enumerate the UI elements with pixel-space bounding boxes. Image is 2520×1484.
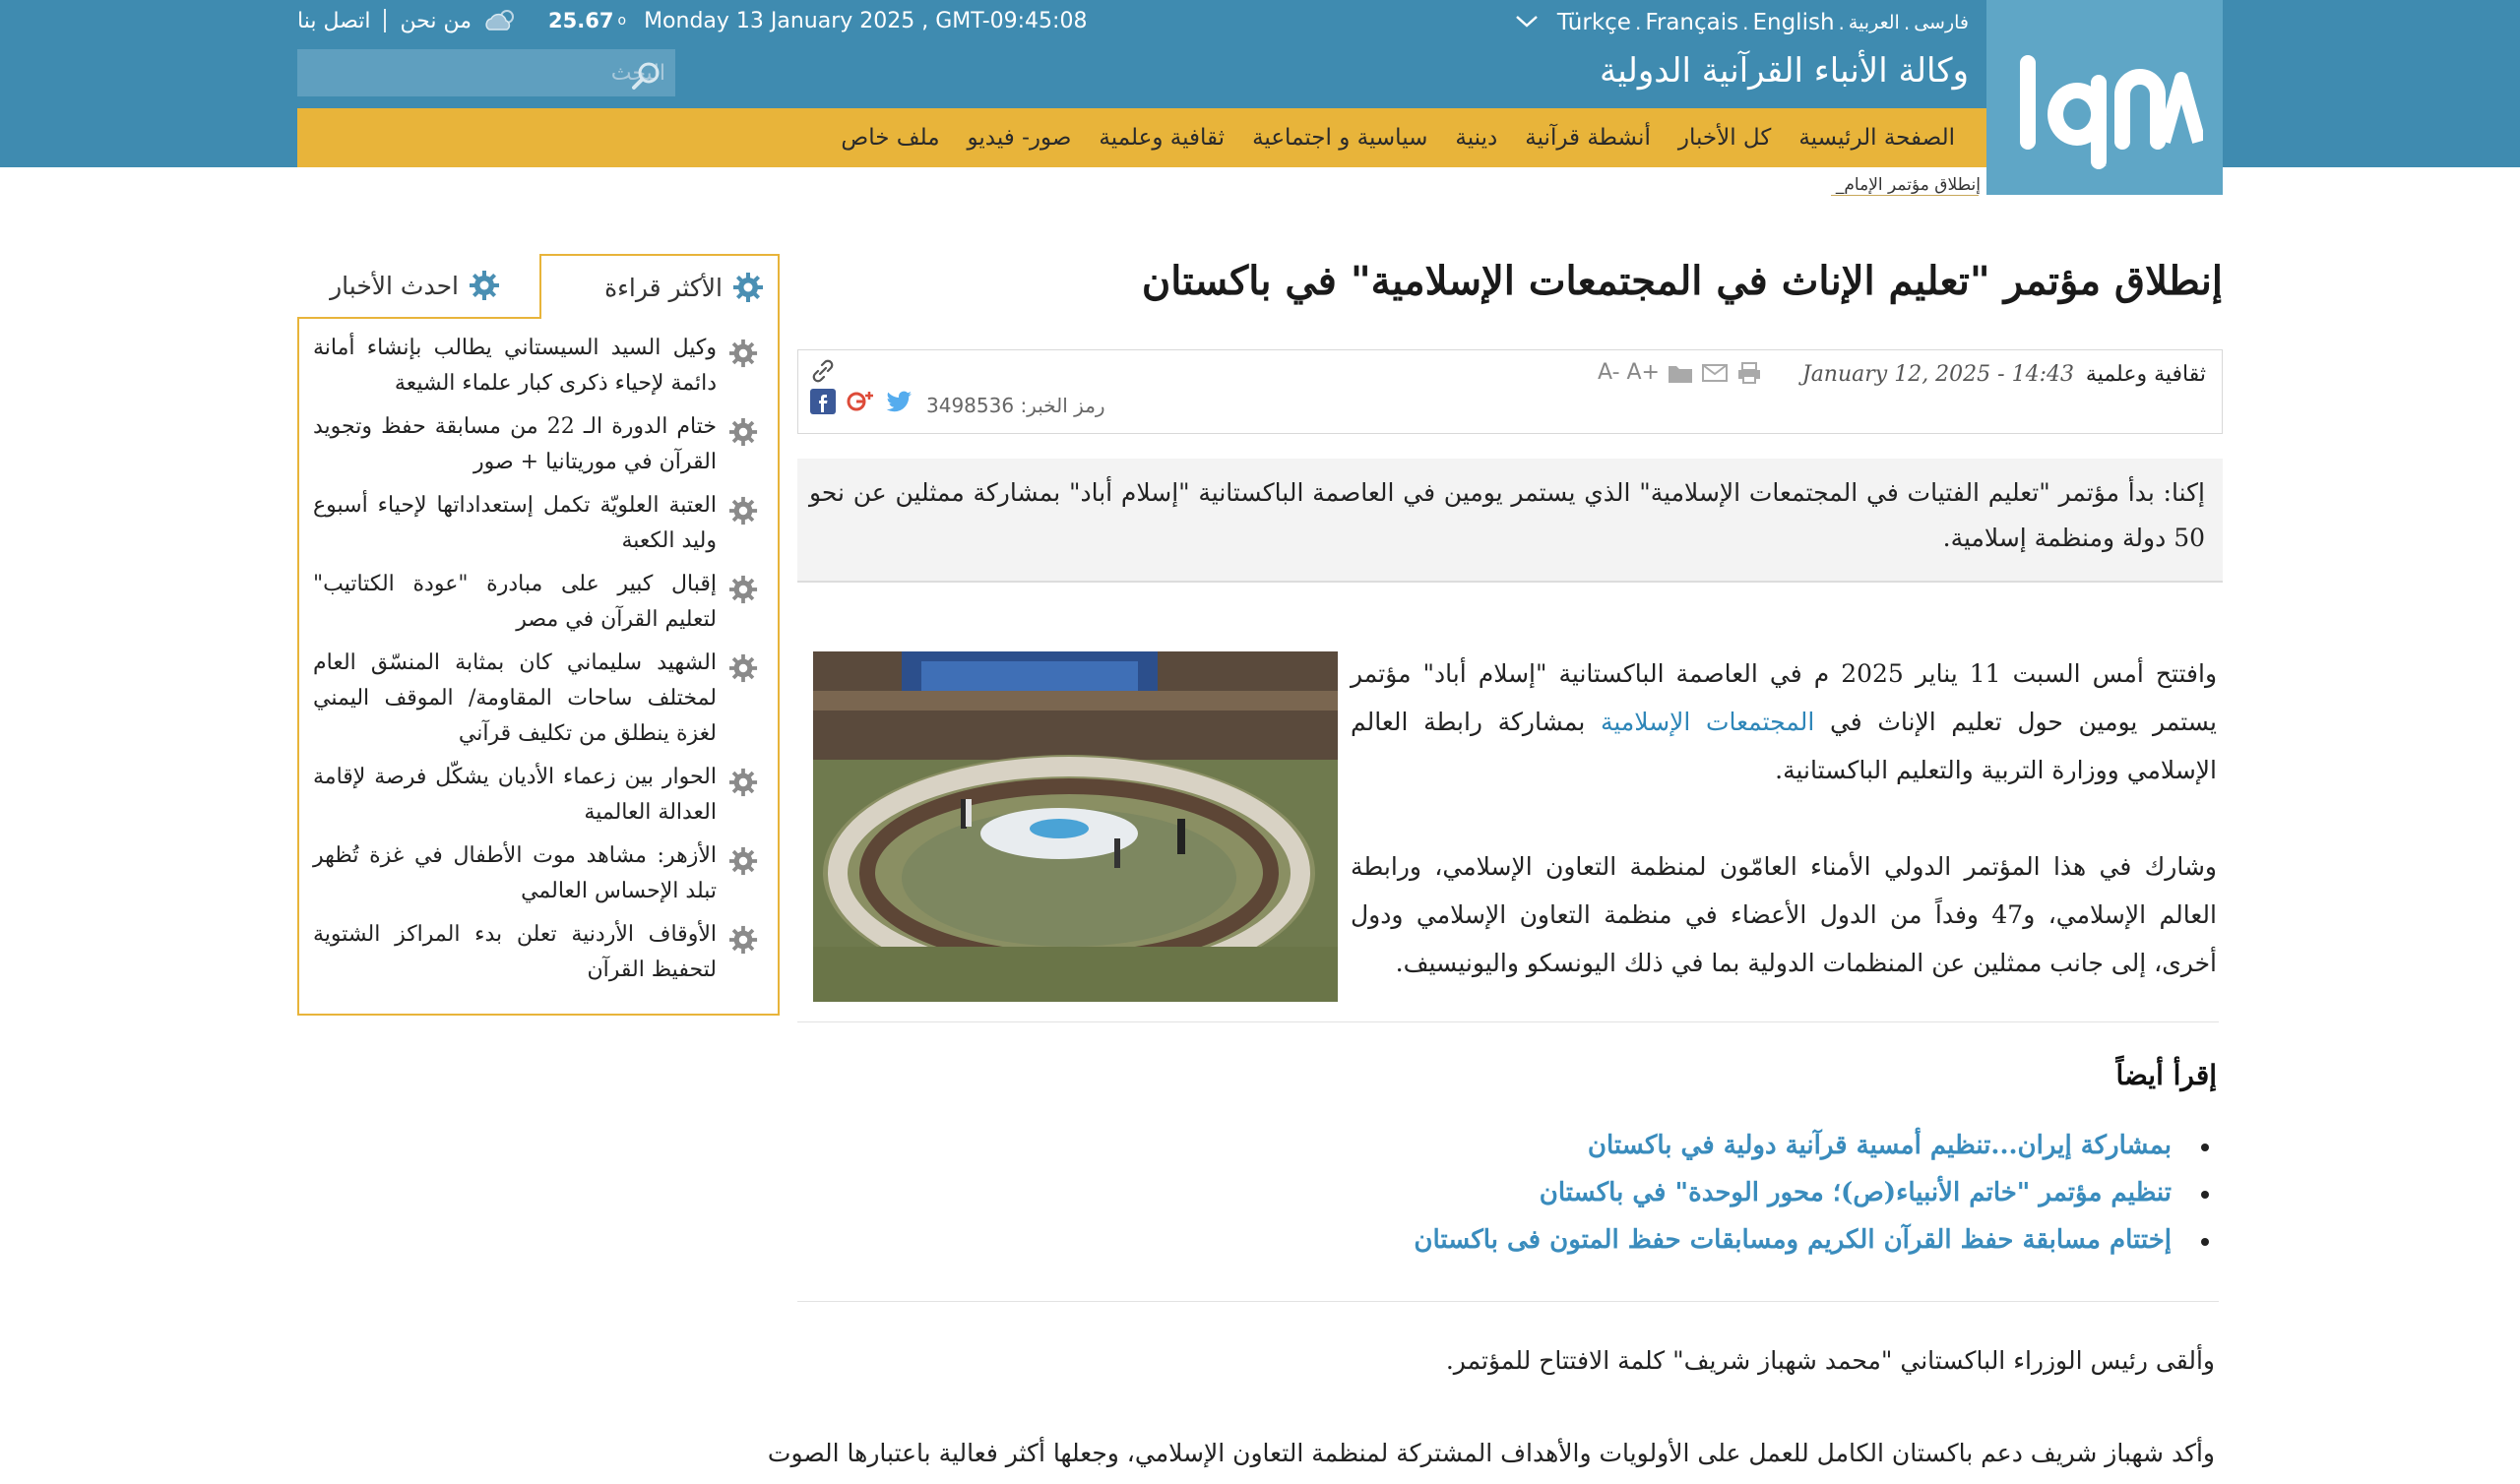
news-code-label: رمز الخبر: (1020, 394, 1105, 417)
article-date: January 12, 2025 - 14:43 (1801, 362, 2074, 387)
list-item (1181, 1216, 2209, 1264)
article-title: إنطلاق مؤتمر "تعليم الإناث في المجتمعات الإسلامية" في باكستان (1141, 258, 2223, 304)
most-read-item-title: ختام الدورة الـ 22 من مسابقة حفظ وتجويد القرآن في موريتانيا + صور (313, 414, 717, 474)
lang-arabic[interactable]: العربية (1848, 12, 1900, 33)
weather-cloud-icon (483, 8, 519, 33)
date-time: Monday 13 January 2025 , GMT-09:45:08 (644, 8, 1088, 33)
site-logo[interactable] (1986, 0, 2223, 195)
nav-home[interactable]: الصفحة الرئيسية (1798, 125, 1955, 151)
article-paragraph-2: وشارك في هذا المؤتمر الدولي الأمناء العامّون لمنظمة التعاون الإسلامي، ورابطة العالم الإسلامي، و47 وفداً من الدول الأعضاء في منظمة التعاون الإسلامي ودول أخرى، إلى جانب ممثلين عن المنظمات الدولية بما في ذلك اليونسكو واليونيسيف. (1351, 852, 2217, 977)
read-also-link[interactable]: بمشاركة إيران...تنظيم أمسية قرآنية دولية في باكستان (1587, 1131, 2172, 1160)
nav-all-news[interactable]: كل الأخبار (1677, 125, 1772, 151)
list-item (1181, 1122, 2209, 1169)
site-title[interactable]: وكالة الأنباء القرآنية الدولية (1600, 51, 1969, 91)
article-paragraph-3: وألقى رئيس الوزراء الباكستاني "محمد شهباز شريف" كلمة الافتتاح للمؤتمر. (1445, 1346, 2215, 1375)
nav-photo-video[interactable]: صور- فيديو (967, 125, 1072, 151)
bullet (2201, 1144, 2209, 1151)
temperature: 25.67 (548, 9, 614, 32)
list-item (1181, 1169, 2209, 1216)
article-photo[interactable] (813, 651, 1338, 1002)
bullet (2201, 1191, 2209, 1199)
main-nav (297, 108, 1986, 167)
nav-cultural-scientific[interactable]: ثقافية وعلمية (1099, 125, 1226, 151)
read-also-list (1181, 1122, 2209, 1264)
search-box (297, 49, 675, 96)
article-lead: إكنا: بدأ مؤتمر "تعليم الفتيات في المجتمعات الإسلامية" الذي يستمر يومين في العاصمة الباكستانية "إسلام أباد" بمشاركة ممثلين عن نحو 50 دولة ومنظمة إسلامية. (809, 478, 2205, 552)
paragraph-1-text-a: وافتتح أمس السبت 11 يناير 2025 م في العاصمة الباكستانية "إسلام أباد" مؤتمر يستمر يومين حول تعليم الإناث في (1351, 659, 2218, 736)
most-read-item-title: العتبة العلويّة تكمل إستعداداتها لإحياء أسبوع وليد الكعبة (313, 493, 717, 553)
breadcrumb-underline (1831, 195, 1979, 196)
conference-hall-image (813, 651, 1338, 1002)
facebook-icon[interactable] (810, 389, 836, 414)
lang-farsi[interactable]: فارسی (1914, 12, 1969, 33)
font-size-controls[interactable]: A- A+ (1598, 360, 1660, 385)
gear-icon (728, 496, 758, 526)
nav-quran-activities[interactable]: أنشطة قرآنية (1525, 125, 1651, 151)
article-tools (1598, 360, 1762, 385)
svg-text:iqna: iqna (2105, 166, 2108, 167)
article-paragraph-4: وأكد شهباز شريف دعم باكستان الكامل للعمل على الأولويات والأهداف المشتركة لمنظمة التعاون الإسلامي، وجعلها أكثر فعالية باعتبارها الصوت (767, 1439, 2215, 1467)
most-read-item-title: إقبال كبير على مبادرة "عودة الكتاتيب" لتعليم القرآن في مصر (313, 572, 717, 632)
print-icon[interactable] (1736, 361, 1762, 385)
article-paragraph-1 (1351, 649, 2217, 794)
gear-icon (728, 653, 758, 683)
gear-icon (732, 272, 764, 303)
list-item[interactable] (313, 488, 762, 567)
gear-icon (728, 925, 758, 955)
gear-icon (728, 575, 758, 604)
tag-link-islamic-communities[interactable]: المجتمعات الإسلامية (1600, 708, 1815, 736)
list-item[interactable] (313, 760, 762, 838)
divider (797, 1021, 2219, 1022)
most-read-item-title: الأزهر: مشاهد موت الأطفال في غزة تُظهر تبلد الإحساس العالمي (313, 843, 717, 903)
most-read-item-title: الأوقاف الأردنية تعلن بدء المراكز الشتوية لتحفيظ القرآن (313, 922, 717, 982)
list-item[interactable] (313, 917, 762, 996)
article-lead-box (797, 459, 2223, 583)
gear-icon (728, 417, 758, 447)
search-input[interactable] (356, 55, 665, 91)
paragraph-1-text-b: بمشاركة رابطة العالم الإسلامي ووزارة التربية والتعليم الباكستانية. (1351, 708, 2217, 784)
gear-icon (728, 768, 758, 797)
divider (797, 1301, 2219, 1302)
gear-icon (469, 270, 500, 301)
lang-english[interactable]: English (1752, 10, 1835, 35)
search-icon[interactable] (630, 59, 663, 93)
top-info-bar (297, 6, 1087, 35)
article-category[interactable]: ثقافية وعلمية (2085, 362, 2206, 387)
folder-icon[interactable] (1668, 362, 1693, 384)
nav-political-social[interactable]: سياسية و اجتماعية (1252, 125, 1428, 151)
divider (384, 9, 386, 32)
news-code (926, 394, 1105, 417)
iqna-logo-icon (2006, 24, 2203, 171)
nav-special-file[interactable]: ملف خاص (841, 125, 940, 151)
bullet (2201, 1238, 2209, 1246)
about-link[interactable]: من نحن (400, 8, 472, 33)
nav-religious[interactable]: دينية (1455, 125, 1498, 151)
sidebar-news-box (297, 317, 780, 1016)
gear-icon (728, 339, 758, 368)
list-item[interactable] (313, 838, 762, 917)
chevron-down-icon[interactable] (1514, 11, 1540, 35)
degree-symbol: o (617, 13, 627, 29)
read-also-link[interactable]: إختتام مسابقة حفظ القرآن الكريم ومسابقات حفظ المتون فی باكستان (1414, 1225, 2172, 1255)
most-read-item-title: الشهيد سليماني كان بمثابة المنسّق العام لمختلف ساحات المقاومة/ الموقف اليمني لغزة ينطلق من تكليف قرآني (313, 650, 717, 746)
language-selector: فارسی . العربية . English . Français . Türkçe (1526, 10, 1969, 35)
list-item[interactable] (313, 567, 762, 646)
most-read-item-title: الحوار بين زعماء الأديان يشكّل فرصة لإقامة العدالة العالمية (313, 765, 717, 825)
news-code-value: 3498536 (926, 394, 1015, 417)
read-also-link[interactable]: تنظيم مؤتمر "خاتم الأنبياء(ص)؛ محور الوحدة" في باكستان (1539, 1178, 2172, 1207)
share-buttons (810, 388, 913, 415)
link-icon[interactable] (810, 358, 836, 384)
tab-latest-news[interactable] (297, 254, 539, 317)
gear-icon (728, 846, 758, 876)
google-plus-icon[interactable] (846, 388, 875, 415)
tab-latest-news-label: احدث الأخبار (330, 271, 459, 300)
lang-turkish[interactable]: Türkçe (1556, 10, 1631, 35)
read-also-heading: إقرأ أيضاً (2115, 1059, 2217, 1091)
twitter-icon[interactable] (885, 390, 913, 413)
list-item[interactable] (313, 409, 762, 488)
lang-french[interactable]: Français (1645, 10, 1739, 35)
list-item[interactable] (313, 646, 762, 760)
email-icon[interactable] (1701, 362, 1729, 384)
tab-most-read-label: الأكثر قراءة (604, 273, 723, 302)
most-read-list (313, 331, 762, 996)
breadcrumb[interactable]: إنطلاق مؤتمر الإمام_ (1835, 175, 1981, 195)
article-meta-box (797, 349, 2223, 434)
list-item[interactable] (313, 331, 762, 409)
tab-joint (541, 315, 778, 319)
contact-link[interactable]: اتصل بنا (297, 8, 371, 33)
tab-most-read[interactable] (539, 254, 780, 319)
most-read-item-title: وكيل السيد السيستاني يطالب بإنشاء أمانة دائمة لإحياء ذكرى كبار علماء الشيعة (313, 336, 717, 396)
